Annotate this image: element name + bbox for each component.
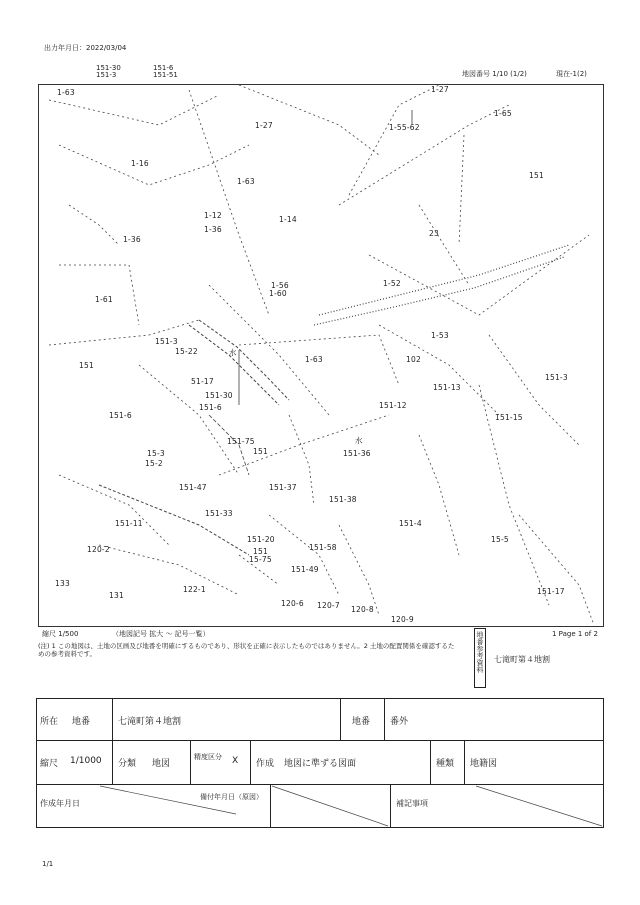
river-line — [319, 245, 569, 315]
parcel-label: 151-37 — [269, 483, 297, 492]
parcel-label: 151-38 — [329, 495, 357, 504]
label-type: 種類 — [436, 759, 455, 769]
parcel-label: 151-75 — [227, 437, 255, 446]
label-location: 所在 — [40, 717, 59, 727]
parcel-label: 151-17 — [537, 587, 565, 596]
parcel-label: 151-47 — [179, 483, 207, 492]
parcel-label: 122-1 — [183, 585, 206, 594]
boundary-line — [349, 85, 439, 195]
label-parcel: 地番 — [72, 717, 91, 727]
boundary-line — [239, 85, 379, 155]
label-installed-date: 備付年月日（原図） — [200, 793, 263, 801]
boundary-line — [369, 235, 589, 315]
parcel-label: 120-8 — [351, 605, 374, 614]
parcel-map — [38, 84, 604, 627]
page-number: 1/1 — [42, 860, 54, 868]
parcel-label: 120-6 — [281, 599, 304, 608]
label-scale: 縮尺 — [40, 759, 59, 769]
parcel-label: 1-63 — [237, 177, 255, 186]
value-location: 七滝町第４地割 — [118, 717, 182, 727]
boundary-line — [69, 205, 119, 245]
parcel-label: 1-65 — [494, 109, 512, 118]
boundary-line — [459, 135, 464, 245]
label-parcel-2: 地番 — [352, 717, 371, 727]
code-left-1: 151-30 — [96, 64, 121, 72]
town-name: 七滝町第４地割 — [494, 655, 550, 664]
parcel-label: 151 — [253, 447, 268, 456]
code-left-2: 151-3 — [96, 71, 117, 79]
value-scale: 1/1000 — [70, 756, 102, 766]
parcel-label: 151 — [253, 547, 268, 556]
boundary-line — [419, 205, 469, 285]
parcel-label: 15-5 — [491, 535, 509, 544]
boundary-line — [339, 525, 379, 615]
label-supplement: 補記事項 — [396, 799, 428, 808]
parcel-label: 1-12 — [204, 211, 222, 220]
parcel-label: 1-16 — [131, 159, 149, 168]
parcel-label: 151 — [79, 361, 94, 370]
parcel-label: 1-36 — [123, 235, 141, 244]
value-created: 地図に準ずる図面 — [284, 759, 357, 769]
parcel-label: 120-7 — [317, 601, 340, 610]
parcel-label: 120-2 — [87, 545, 110, 554]
label-precision: 精度区分 — [194, 753, 222, 761]
water-symbol: 水 — [355, 436, 363, 445]
parcel-label: 151-12 — [379, 401, 407, 410]
boundary-line — [49, 95, 219, 125]
parcel-label: 15-2 — [145, 459, 163, 468]
parcel-label: 1-53 — [431, 331, 449, 340]
parcel-label: 151 — [529, 171, 544, 180]
parcel-label: 151-6 — [199, 403, 222, 412]
boundary-line — [339, 105, 509, 205]
table-cross-lines — [36, 784, 604, 828]
parcel-label: 15-22 — [175, 347, 198, 356]
parcel-label: 151-33 — [205, 509, 233, 518]
parcel-label: 131 — [109, 591, 124, 600]
parcel-label: 102 — [406, 355, 421, 364]
cross-line — [476, 786, 602, 826]
parcel-label: 1-61 — [95, 295, 113, 304]
parcel-label: 151-36 — [343, 449, 371, 458]
side-box — [474, 628, 486, 688]
parcel-label: 151-4 — [399, 519, 422, 528]
value-class: 地図 — [152, 759, 171, 769]
page-indicator: 1 Page 1 of 2 — [552, 630, 598, 638]
parcel-label: 1-27 — [431, 85, 449, 94]
value-type: 地籍図 — [470, 759, 498, 769]
table-divider — [430, 740, 431, 784]
parcel-label: 1-63 — [305, 355, 323, 364]
value-precision: X — [232, 756, 239, 766]
parcel-label: 1-60 — [269, 289, 287, 298]
boundary-line — [59, 475, 169, 545]
sheet-number: 現在-1(2) — [556, 70, 587, 78]
side-box-label: 地番参考資料 — [476, 631, 484, 673]
river-line — [314, 257, 564, 325]
parcel-label: 151-3 — [155, 337, 178, 346]
boundary-line — [489, 335, 579, 445]
parcel-label: 1-14 — [279, 215, 297, 224]
parcel-label: 23 — [429, 229, 439, 238]
code-right-1: 151-6 — [153, 64, 174, 72]
boundary-line — [519, 515, 594, 625]
boundary-line — [419, 435, 459, 555]
print-date: 出力年月日：2022/03/04 — [44, 44, 127, 52]
parcel-label: 1-55-62 — [389, 123, 420, 132]
road-line — [199, 320, 289, 400]
table-divider — [112, 698, 113, 784]
parcel-label: 151-11 — [115, 519, 143, 528]
value-parcel: 番外 — [390, 717, 409, 727]
parcel-label: 1-27 — [255, 121, 273, 130]
code-right-2: 151-51 — [153, 71, 178, 79]
table-divider — [340, 698, 341, 740]
disclaimer: (注) 1 この地図は、土地の区画及び地番を明確にするものであり、形状を正確に表示したものではありません。2 土地の配置関係を確認するための参考資料です。 — [38, 642, 455, 658]
table-divider — [250, 740, 251, 784]
table-divider — [190, 740, 191, 784]
label-class: 分類 — [118, 759, 137, 769]
label-created: 作成 — [256, 759, 275, 769]
cross-line — [272, 786, 388, 826]
label-creation-date: 作成年月日 — [40, 799, 80, 808]
parcel-label: 151-30 — [205, 391, 233, 400]
map-ref: 地図番号 1/10 (1/2) — [462, 70, 527, 78]
table-divider — [464, 740, 465, 784]
parcel-label: 15-75 — [249, 555, 272, 564]
parcel-label: 151-3 — [545, 373, 568, 382]
boundary-line — [99, 545, 239, 595]
road-line — [189, 325, 279, 405]
table-divider — [384, 698, 385, 740]
parcel-label: 151-6 — [109, 411, 132, 420]
parcel-label: 151-13 — [433, 383, 461, 392]
legend-label: （地図記号 拡大 ～ 記号一覧） — [112, 630, 210, 638]
parcel-label: 151-49 — [291, 565, 319, 574]
boundary-line — [59, 145, 249, 185]
parcel-label: 151-58 — [309, 543, 337, 552]
boundary-line — [269, 515, 339, 595]
water-symbol: 水 — [229, 348, 237, 357]
parcel-label: 151-15 — [495, 413, 523, 422]
parcel-label: 15-3 — [147, 449, 165, 458]
parcel-label: 1-63 — [57, 88, 75, 97]
parcel-label: 1-56 — [271, 281, 289, 290]
scale-bar-label: 縮尺 1/500 — [42, 630, 79, 638]
parcel-label: 151-20 — [247, 535, 275, 544]
parcel-label: 51-17 — [191, 377, 214, 386]
parcel-label: 1-36 — [204, 225, 222, 234]
parcel-label: 133 — [55, 579, 70, 588]
parcel-label: 120-9 — [391, 615, 414, 624]
table-divider — [36, 740, 604, 741]
parcel-label: 1-52 — [383, 279, 401, 288]
